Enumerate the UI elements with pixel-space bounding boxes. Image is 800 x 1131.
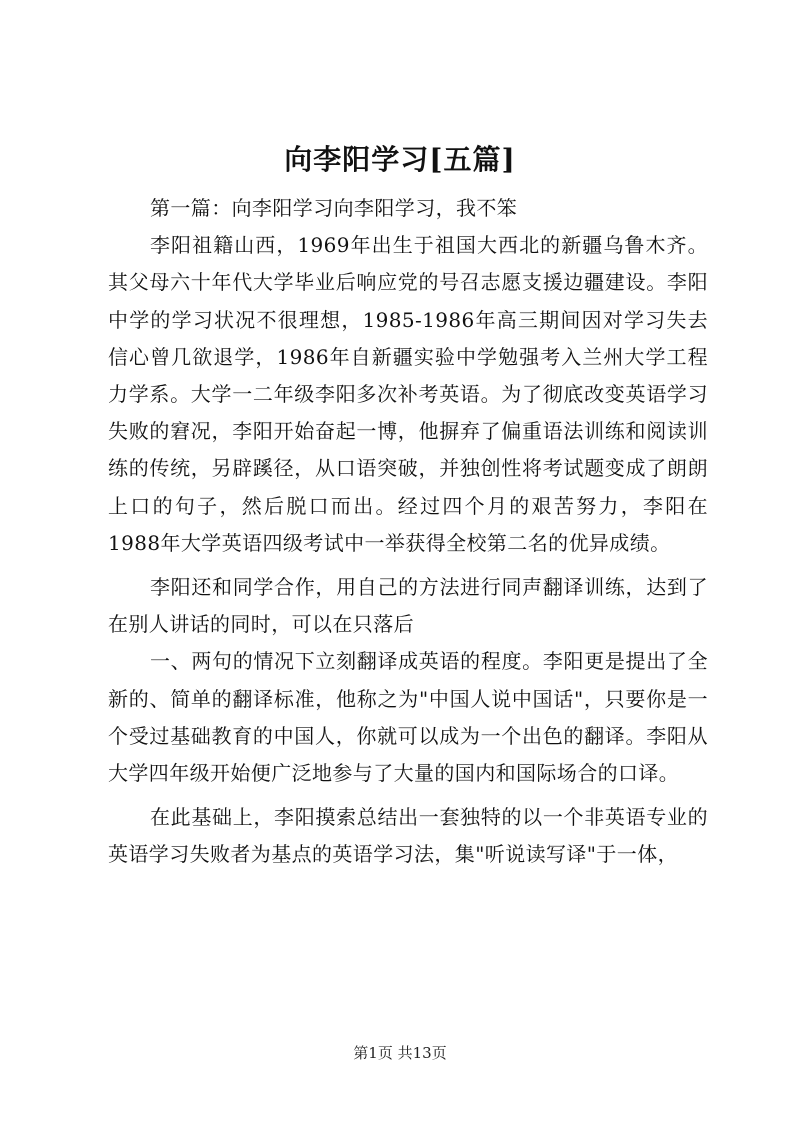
document-title: 向李阳学习[五篇]	[284, 143, 516, 176]
paragraph-subtitle: 第一篇：向李阳学习向李阳学习，我不笨	[150, 196, 518, 220]
paragraph-biography: 李阳祖籍山西，1969年出生于祖国大西北的新疆乌鲁木齐。其父母六十年代大学毕业后响应党的号召志愿支援边疆建设。李阳中学的学习状况不很理想，1985-1986年高三期间因对学习失去信心曾几欲退学，1986年自新疆实验中学勉强考入兰州大学工程力学系。大学一二年级李阳多次补考英语。为了彻底改变英语学习失败的窘况，李阳开始奋起一博，他摒弃了偏重语法训练和阅读训练的传统，另辟蹊径，从口语突破，并独创性将考试题变成了朗朗上口的句子，然后脱口而出。经过四个月的艰苦努力，李阳在1988年大学英语四级考试中一举获得全校第二名的优异成绩。	[108, 233, 708, 555]
document-body	[108, 190, 708, 874]
paragraph-learning-method: 在此基础上，李阳摸索总结出一套独特的以一个非英语专业的英语学习失败者为基点的英语学习法，集"听说读写译"于一体，	[108, 805, 708, 867]
paragraph-translation-standard: 一、两句的情况下立刻翻译成英语的程度。李阳更是提出了全新的、简单的翻译标准，他称之为"中国人说中国话"，只要你是一个受过基础教育的中国人，你就可以成为一个出色的翻译。李阳从大学四年级开始便广泛地参与了大量的国内和国际场合的口译。	[108, 649, 708, 786]
page-number-footer: 第1页 共13页	[353, 1044, 447, 1062]
paragraph-interpretation-training: 李阳还和同学合作，用自己的方法进行同声翻译训练，达到了在别人讲话的同时，可以在只落后	[108, 575, 708, 637]
